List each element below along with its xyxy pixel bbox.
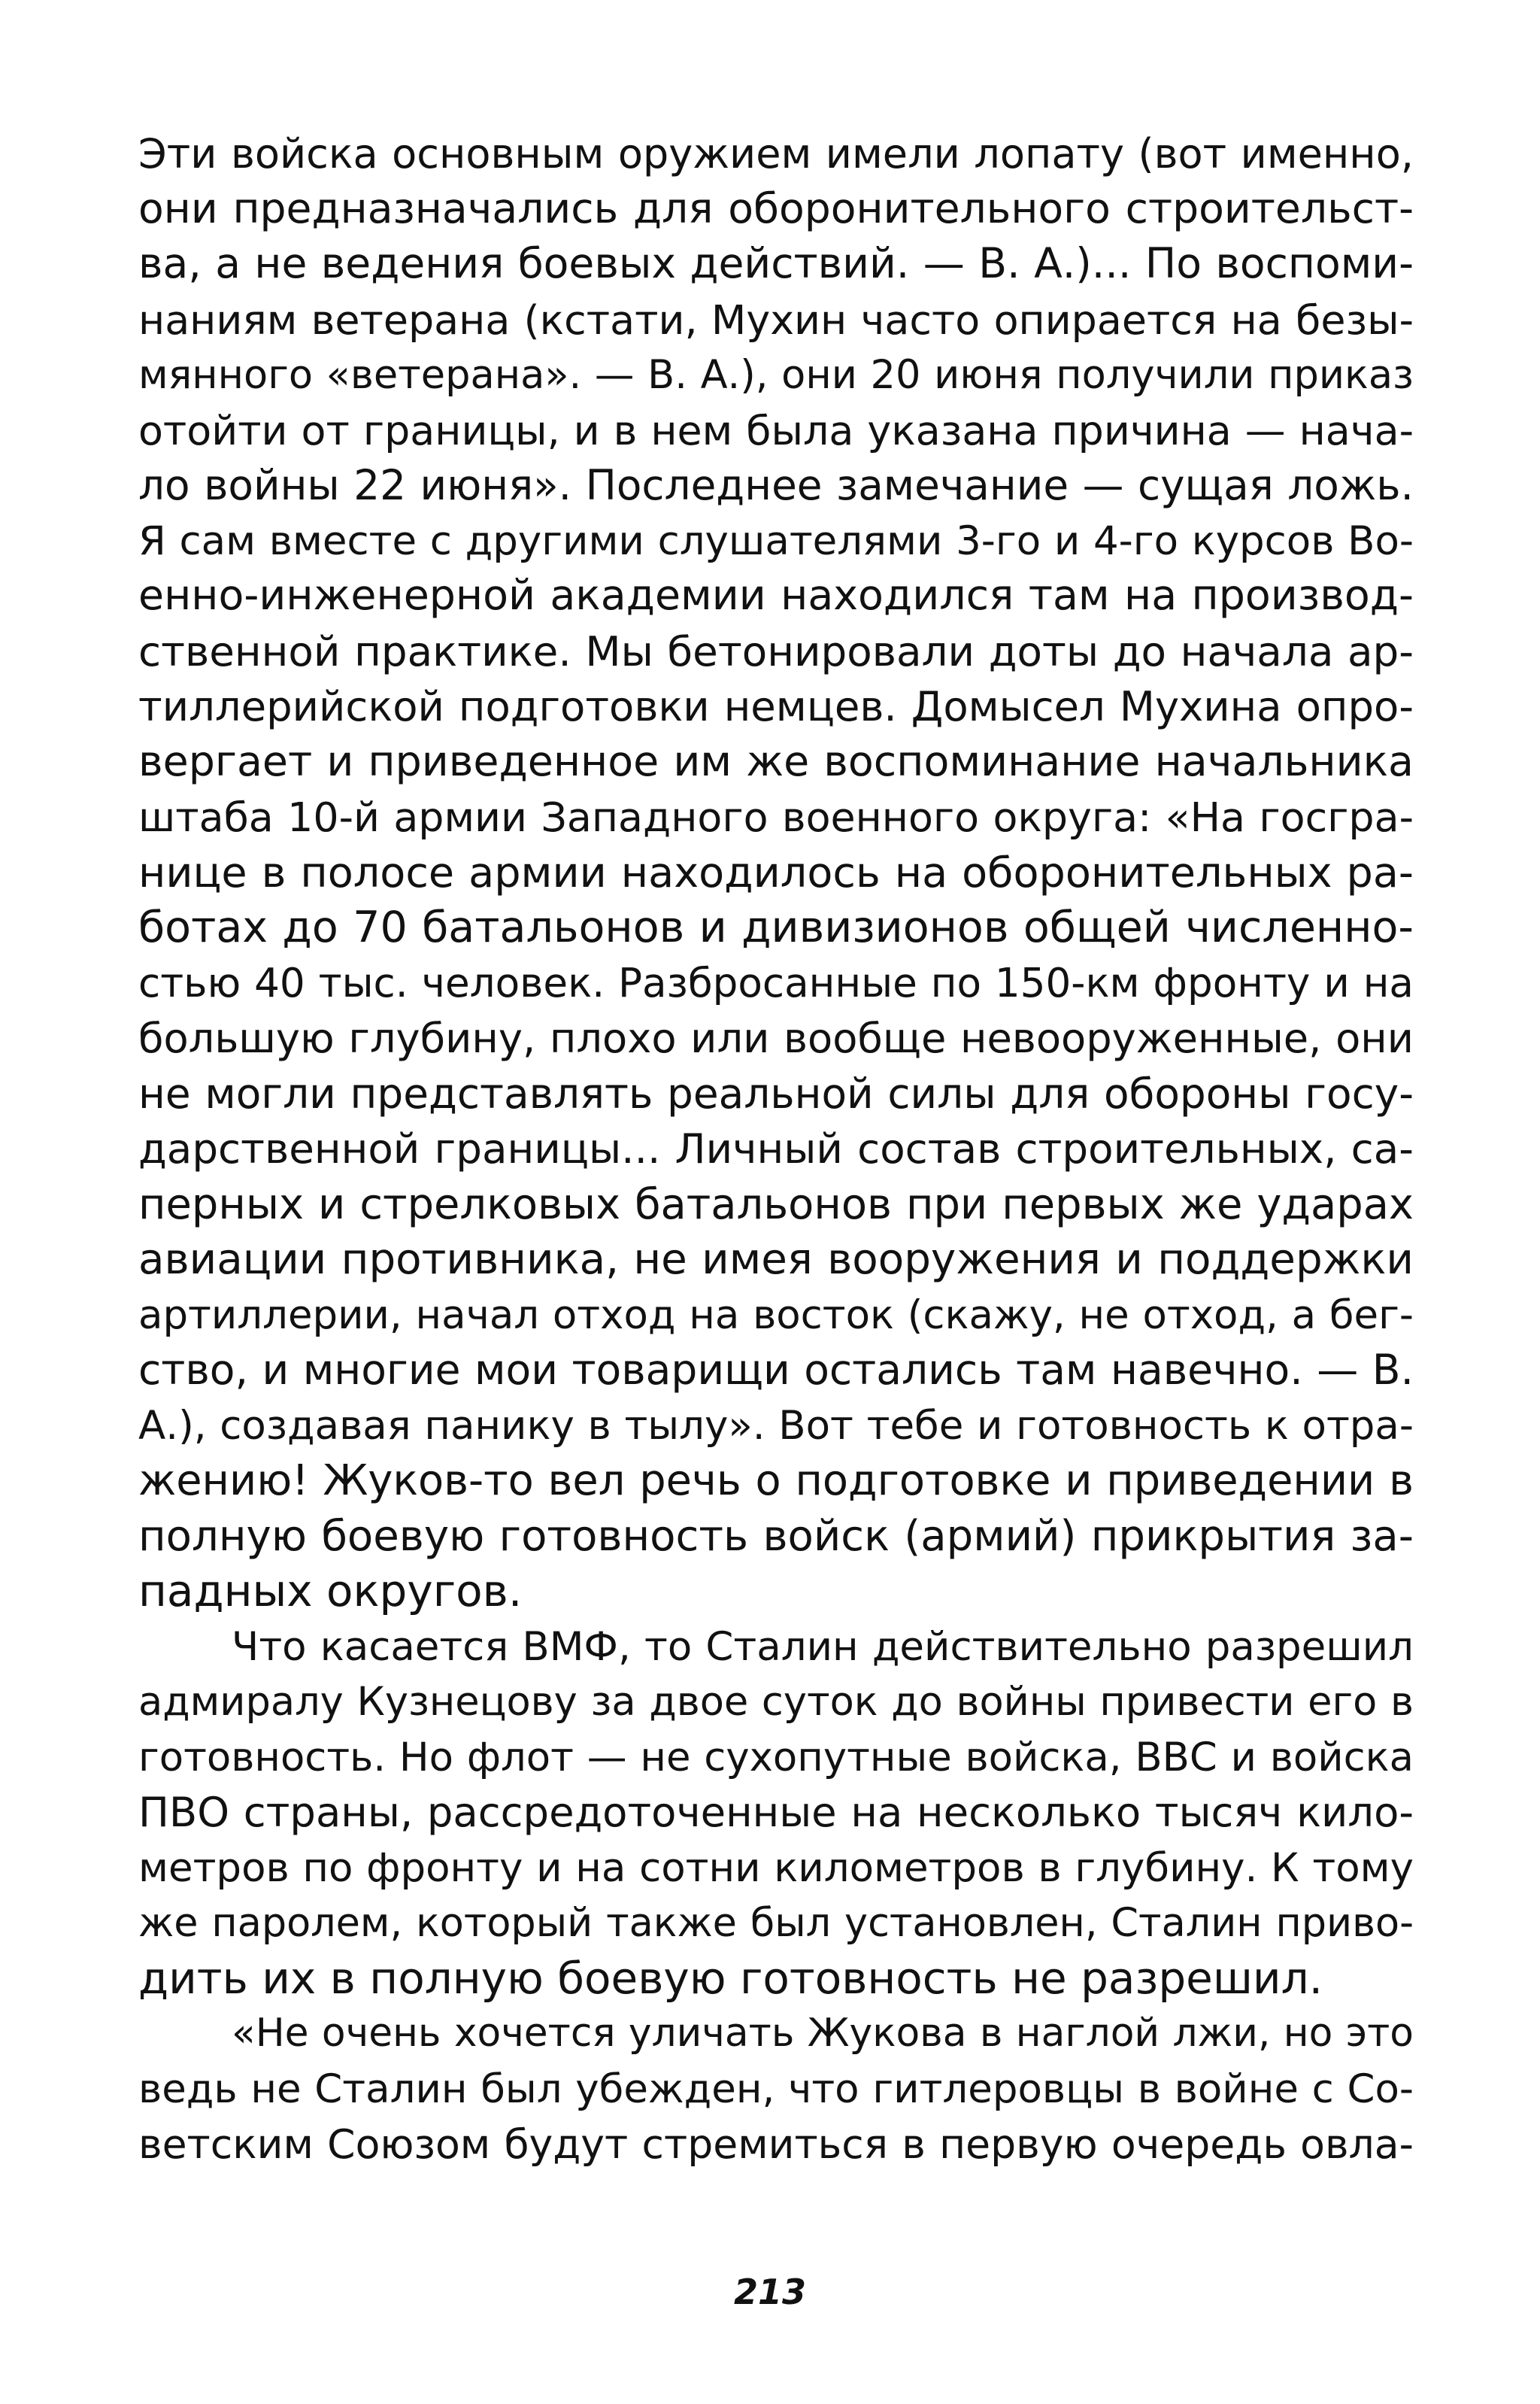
text-line: ведь не Сталин был убежден, что гитлеровцы в войне с Со- [138, 2066, 1414, 2112]
text-line: стью 40 тыс. человек. Разбросанные по 150-км фронту и на [138, 959, 1414, 1006]
text-line: ственной практике. Мы бетонировали доты до начала ар- [138, 627, 1414, 675]
text-line: ботах до 70 батальонов и дивизионов общей численно- [138, 903, 1414, 952]
text-line: тиллерийской подготовки немцев. Домысел Мухина опро- [138, 682, 1414, 730]
text-line: Я сам вместе с другими слушателями 3-го и 4-го курсов Во- [138, 518, 1414, 564]
text-line: А.), создавая панику в тылу». Вот тебе и готовность к отра- [138, 1402, 1414, 1449]
book-page-text [138, 126, 1414, 2172]
text-line: ло войны 22 июня». Последнее замечание — сущая ложь. [138, 461, 1414, 509]
text-line: дить их в полную боевую готовность не разрешил. [138, 1952, 1323, 2004]
text-line: адмиралу Кузнецову за двое суток до войны привести его в [138, 1679, 1414, 1725]
page-number: 213 [733, 2272, 807, 2312]
paragraph-1 [138, 126, 1414, 1619]
text-line: Эти войска основным оружием имели лопату (вот именно, [138, 130, 1414, 178]
text-line: наниям ветерана (кстати, Мухин часто опирается на безы- [138, 296, 1414, 344]
text-line: «Не очень хочется уличать Жукова в наглой лжи, но это [232, 2011, 1414, 2056]
text-line: штаба 10-й армии Западного военного округа: «На госгра- [138, 794, 1414, 841]
text-line: готовность. Но флот — не сухопутные войска, ВВС и войска [138, 1734, 1414, 1780]
text-line: вергает и приведенное им же воспоминание начальника [138, 737, 1414, 786]
text-line: метров по фронту и на сотни километров в глубину. К тому [138, 1844, 1414, 1891]
text-line: отойти от границы, и в нем была указана причина — нача- [138, 406, 1414, 454]
text-line: перных и стрелковых батальонов при первых же ударах [138, 1179, 1414, 1229]
text-line: артиллерии, начал отход на восток (скажу, не отход, а бег- [138, 1292, 1414, 1338]
text-line: ва, а не ведения боевых действий. — В. А.)... По воспоми- [138, 240, 1414, 288]
text-line: нице в полосе армии находилось на оборонительных ра- [138, 848, 1414, 897]
text-line: падных округов. [138, 1565, 523, 1616]
text-line: ветским Союзом будут стремиться в первую очередь овла- [138, 2120, 1414, 2168]
text-line: мянного «ветерана». — В. А.), они 20 июня получили приказ [138, 352, 1414, 398]
text-line: жению! Жуков-то вел речь о подготовке и приведении в [138, 1456, 1414, 1505]
text-line: же паролем, который также был установлен, Сталин приво- [138, 1900, 1414, 1946]
text-line: полную боевую готовность войск (армий) прикрытия за- [138, 1511, 1414, 1561]
paragraph-3 [138, 2006, 1414, 2172]
text-line: авиации противника, не имея вооружения и поддержки [138, 1235, 1414, 1284]
paragraph-2 [138, 1619, 1414, 2007]
text-line: ство, и многие мои товарищи остались там навечно. — В. [138, 1346, 1414, 1394]
text-line: ПВО страны, рассредоточенные на несколько тысяч кило- [138, 1788, 1414, 1836]
text-line: не могли представлять реальной силы для обороны госу- [138, 1069, 1414, 1118]
text-line: Что касается ВМФ, то Сталин действительно разрешил [232, 1623, 1414, 1670]
text-line: енно-инженерной академии находился там на производ- [138, 572, 1414, 620]
text-line: большую глубину, плохо или вообще невооруженные, они [138, 1015, 1414, 1062]
text-line: они предназначались для оборонительного строительст- [138, 184, 1414, 233]
text-line: дарственной границы... Личный состав строительных, са- [138, 1125, 1414, 1173]
